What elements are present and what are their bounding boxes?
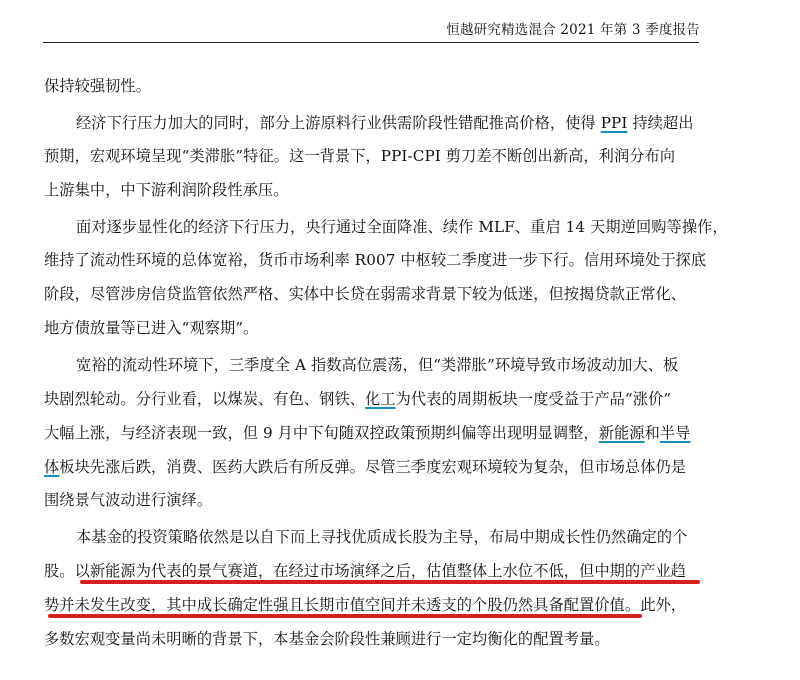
body-text-line — [44, 76, 151, 96]
body-text-line — [76, 527, 688, 547]
text-run: 围绕景气波动进行演绎。 — [44, 491, 213, 509]
body-text-line — [44, 457, 686, 477]
body-text-line — [44, 318, 258, 338]
text-run: 上游集中，中下游利润阶段性承压。 — [44, 181, 289, 199]
body-text-line — [44, 595, 686, 615]
body-text-line — [44, 284, 686, 304]
body-text-line — [76, 355, 678, 375]
body-text-line — [44, 423, 690, 443]
term-link[interactable]: 半导 — [659, 424, 691, 442]
text-run: 本基金的投资策略依然是以自下而上寻找优质成长股为主导，布局中期成长性仍然确定的个 — [76, 528, 688, 546]
term-link[interactable]: 新能源 — [598, 424, 645, 442]
text-run: 经济下行压力加大的同时，部分上游原料行业供需阶段性错配推高价格，使得 — [76, 114, 601, 132]
text-run: 大幅上涨，与经济表现一致，但 9 月中下旬随双控政策预期纠偏等出现明显调整， — [44, 424, 599, 442]
body-text-line — [44, 180, 289, 200]
red-highlight-mark-1 — [80, 580, 700, 584]
text-run: 预期，宏观环境呈现“类滞胀”特征。这一背景下，PPI-CPI 剪刀差不断创出新高，利润分布向 — [44, 147, 676, 165]
body-text-line — [44, 389, 671, 409]
body-text-line — [76, 217, 728, 237]
body-text-line — [44, 561, 686, 581]
text-run: 为代表的周期板块一度受益于产品“涨价” — [395, 390, 672, 408]
red-highlight-mark-2 — [48, 614, 642, 618]
term-link[interactable]: 化工 — [365, 390, 396, 408]
text-run: 保持较强韧性。 — [44, 77, 152, 95]
text-run: 持续超出 — [627, 114, 694, 132]
body-text-line — [44, 490, 212, 510]
body-text-line — [44, 629, 610, 649]
term-link[interactable]: PPI — [600, 114, 628, 132]
text-run: 阶段，尽管涉房信贷监管依然严格、实体中长贷在弱需求背景下较为低迷，但按揭贷款正常化、 — [44, 285, 687, 303]
text-run: 块剧烈轮动。分行业看，以煤炭、有色、钢铁、 — [44, 390, 366, 408]
text-run: 维持了流动性环境的总体宽裕，货币市场利率 R007 中枢较二季度进一步下行。信用环境处于探底 — [44, 251, 707, 269]
header-divider — [43, 42, 699, 43]
body-text-line — [76, 113, 694, 133]
text-run: 板块先涨后跌，消费、医药大跌后有所反弹。尽管三季度宏观环境较为复杂，但市场总体仍是 — [59, 458, 687, 476]
text-run: 多数宏观变量尚未明晰的背景下，本基金会阶段性兼顾进行一定均衡化的配置考量。 — [44, 630, 610, 648]
text-run: 势并未发生改变，其中成长确定性强且长期市值空间并未透支的个股仍然具备配置价值。此外， — [44, 596, 687, 614]
text-run: 股。以新能源为代表的景气赛道，在经过市场演绎之后，估值整体上水位不低，但中期的产业趋 — [44, 562, 687, 580]
term-link[interactable]: 体 — [44, 458, 60, 476]
text-run: 和 — [644, 424, 660, 442]
text-run: 宽裕的流动性环境下，三季度全 A 指数高位震荡，但“类滞胀”环境导致市场波动加大、板 — [76, 356, 679, 374]
text-run: 地方债放量等已进入“观察期”。 — [44, 319, 259, 337]
body-text-line — [44, 250, 706, 270]
text-run: 面对逐步显性化的经济下行压力，央行通过全面降准、续作 MLF、重启 14 天期逆回购等操作， — [76, 218, 728, 236]
body-text-line — [44, 146, 675, 166]
report-header-title: 恒越研究精选混合 2021 年第 3 季度报告 — [446, 22, 700, 38]
